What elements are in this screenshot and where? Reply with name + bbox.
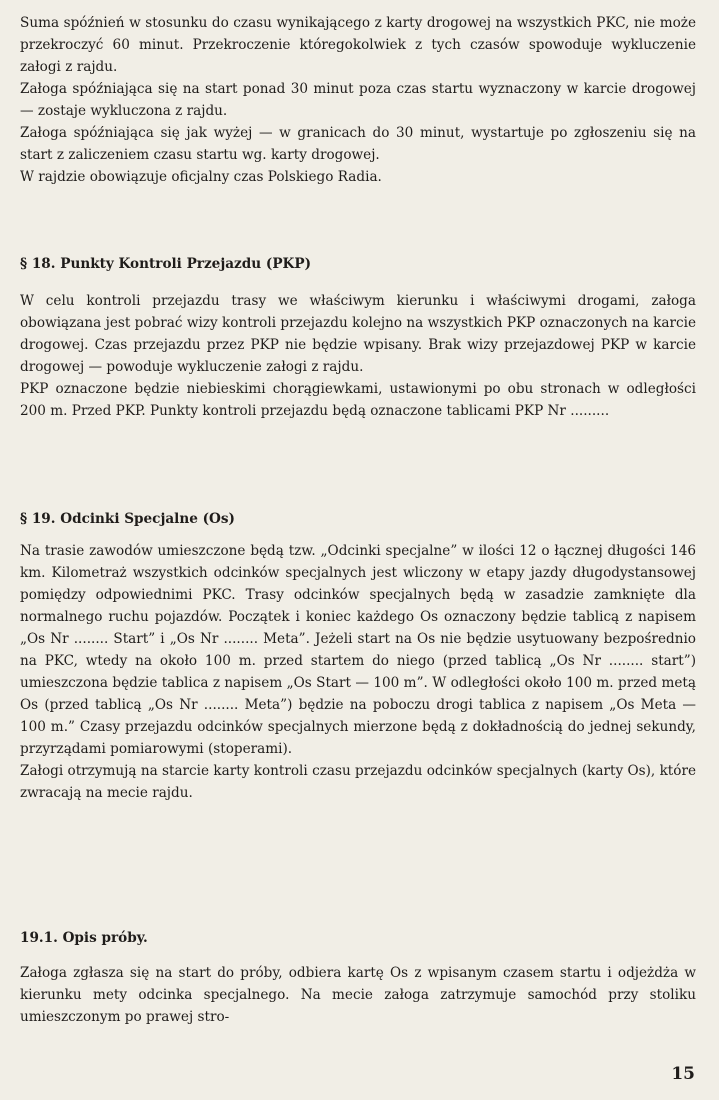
section-18-heading: § 18. Punkty Kontroli Przejazdu (PKP) xyxy=(20,256,312,272)
intro-paragraph-3: Załoga spóźniająca się jak wyżej — w granicach do 30 minut, wystartuje po zgłoszeniu się na start z zaliczeniem czasu startu wg. karty drogowej. xyxy=(20,125,696,163)
page-number: 15 xyxy=(671,1064,695,1084)
intro-paragraph-4: W rajdzie obowiązuje oficjalny czas Polskiego Radia. xyxy=(20,169,382,185)
intro-block xyxy=(20,12,696,188)
intro-paragraph-2: Załoga spóźniająca się na start ponad 30 minut poza czas startu wyznaczony w karcie drogowej — zostaje wykluczona z rajdu. xyxy=(20,81,696,119)
section-19-1-heading: 19.1. Opis próby. xyxy=(20,930,148,946)
section-18-paragraph-1: W celu kontroli przejazdu trasy we właściwym kierunku i właściwymi drogami, załoga obowiązana jest pobrać wizy kontroli przejazdu kolejno na wszystkich PKP oznaczonych na karcie drogowej. Czas przejazdu przez PKP nie będzie wpisany. Brak wizy przejazdowej PKP w karcie drogowej — powoduje wykluczenie załogi z rajdu. xyxy=(20,293,696,375)
section-19-heading: § 19. Odcinki Specjalne (Os) xyxy=(20,511,235,527)
section-19-1-body xyxy=(20,962,696,1028)
section-19-paragraph-1: Na trasie zawodów umieszczone będą tzw. „Odcinki specjalne” w ilości 12 o łącznej długości 146 km. Kilometraż wszystkich odcinków specjalnych jest wliczony w etapy jazdy długodystansowej pomiędzy odpowiednimi PKC. Trasy odcinków specjalnych będą w zasadzie zamknięte dla normalnego ruchu pojazdów. Początek i koniec każdego Os oznaczony będzie tablicą z napisem „Os Nr ........ Start” i „Os Nr ........ Meta”. Jeżeli start na Os nie będzie usytuowany bezpośrednio na PKC, wtedy na około 100 m. przed startem do niego (przed tablicą „Os Nr ........ start”) umieszczona będzie tablica z napisem „Os Start — 100 m”. W odległości około 100 m. przed metą Os (przed tablicą „Os Nr ........ Meta”) będzie na poboczu drogi tablica z napisem „Os Meta — 100 m.” Czasy przejazdu odcinków specjalnych mierzone będą z dokładnością do jednej sekundy, przyrządami pomiarowymi (stoperami). xyxy=(20,543,696,757)
section-18-body xyxy=(20,290,696,422)
section-19-body xyxy=(20,540,696,804)
intro-paragraph-1: Suma spóźnień w stosunku do czasu wynikającego z karty drogowej na wszystkich PKC, nie może przekroczyć 60 minut. Przekroczenie któregokolwiek z tych czasów spowoduje wykluczenie załogi z rajdu. xyxy=(20,15,696,75)
section-19-paragraph-2: Załogi otrzymują na starcie karty kontroli czasu przejazdu odcinków specjalnych (karty Os), które zwracają na mecie rajdu. xyxy=(20,763,696,801)
section-19-1-paragraph-1: Załoga zgłasza się na start do próby, odbiera kartę Os z wpisanym czasem startu i odjeżdża w kierunku mety odcinka specjalnego. Na mecie załoga zatrzymuje samochód przy stoliku umieszczonym po prawej stro- xyxy=(20,965,696,1025)
section-18-paragraph-2: PKP oznaczone będzie niebieskimi chorągiewkami, ustawionymi po obu stronach w odległości 200 m. Przed PKP. Punkty kontroli przejazdu będą oznaczone tablicami PKP Nr ......... xyxy=(20,381,696,419)
